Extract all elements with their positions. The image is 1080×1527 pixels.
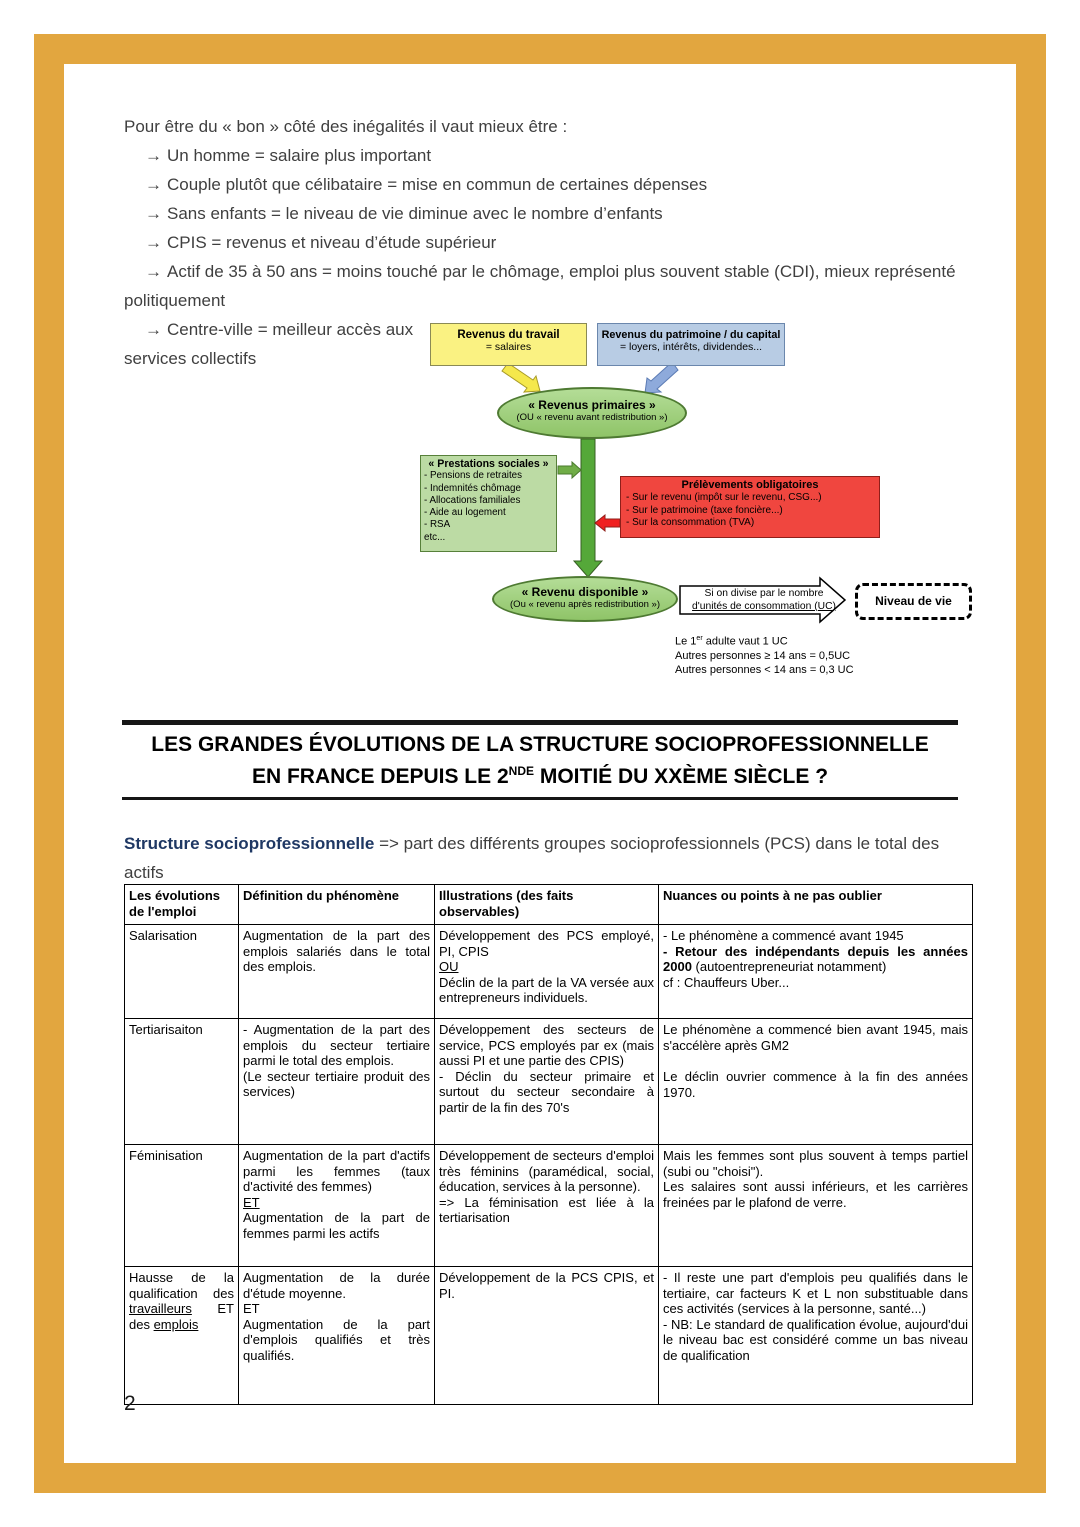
primary-income-ellipse [497,387,687,439]
col-header-evolution: Les évolutions de l'emploi [125,885,239,925]
bullet-text: Sans enfants = le niveau de vie diminue avec le nombre d’enfants [167,204,663,223]
disposable-income-ellipse [492,576,678,622]
bullet-text: Centre-ville = meilleur accès aux services collectifs [124,320,414,368]
cell-paragraph: Développement des PCS employé, PI, CPIS [439,928,654,959]
cell-evolution: Tertiarisaiton [125,1019,239,1145]
cell-nuances [659,1019,973,1145]
living-standard-label: Niveau de vie [875,594,952,608]
cell-definition [239,1019,435,1145]
section-title-line2-sup: NDE [508,764,535,778]
cell-paragraph: - Déclin du secteur primaire et surtout du secteur secondaire à partir de la fin des 70's [439,1068,654,1115]
bullet-item [124,170,960,199]
cell-text: (autoentrepreneuriat notamment) [691,959,887,974]
uc-line-1 [675,632,905,649]
cell-paragraph: (Le secteur tertiaire produit des services) [243,1068,430,1099]
redistribution-flow-arrow-icon [574,439,602,577]
cell-paragraph: => La féminisation est liée à la tertiarisation [439,1194,654,1225]
levy-item: - Sur le patrimoine (taxe foncière...) [626,504,783,516]
underlined-text: travailleurs [129,1301,192,1316]
cell-illustration [435,925,659,1019]
divide-note-line1: Si on divise par le nombre [704,588,824,599]
uc-note [675,632,905,677]
arrow-icon: → [145,233,162,252]
cell-paragraph: Développement des secteurs de service, PCS employés par ex (mais aussi PI et une partie des CPIS) [439,1022,654,1068]
definition-text: => part des différents groupes socioprofessionnels (PCS) dans le total des actifs [124,834,940,882]
arrow-icon: → [145,262,162,281]
social-benefits-title: « Prestations sociales » [428,458,549,470]
work-income-title: Revenus du travail [457,329,560,341]
cell-paragraph: Développement de la PCS CPIS, et PI. [439,1270,654,1301]
redistribution-diagram [300,315,1000,680]
cell-paragraph [243,1195,430,1211]
cell-paragraph: Le phénomène a commencé bien avant 1945, mais s'accélère après GM2 [663,1022,968,1053]
definition-term: Structure socioprofessionnelle [124,834,375,853]
uc-line-1-pre: Le 1 [675,635,697,648]
cell-paragraph: Le déclin ouvrier commence à la fin des années 1970. [663,1069,968,1100]
inequality-lead: Pour être du « bon » côté des inégalités il vaut mieux être : [124,117,568,136]
cell-paragraph: Les salaires sont aussi inférieurs, et les carrières freinées par le plafond de verre. [663,1179,968,1210]
levies-out-arrow-icon [595,515,620,531]
cell-paragraph: Augmentation de la part d'actifs parmi les femmes (taux d'activité des femmes) [243,1148,430,1194]
benefit-item: etc... [424,531,446,543]
section-title [122,732,958,790]
col-header-definition: Définition du phénomène [239,885,435,925]
cell-paragraph: - Il reste une part d'emplois peu qualifiés dans le tertiaire, car facteurs K et L non substituable dans ces activités (services à la personne, santé...) [663,1270,968,1316]
table-row [125,1267,973,1405]
table-header-row [125,885,973,925]
cell-nuances [659,925,973,1019]
cell-illustration [435,1267,659,1405]
cell-illustration [435,1145,659,1267]
section-heading [122,720,958,800]
bullet-item [124,199,960,228]
bullet-item [124,228,960,257]
section-title-line2-post: MOITIÉ DU XXÈME SIÈCLE ? [534,765,829,788]
benefit-item: - Aide au logement [424,507,506,519]
bullet-text: CPIS = revenus et niveau d’étude supérieur [167,233,497,252]
col-header-nuances: Nuances ou points à ne pas oublier [659,885,973,925]
cell-paragraph: ET [243,1301,260,1316]
cell-paragraph: cf : Chauffeurs Uber... [663,974,790,990]
arrow-icon: → [145,175,162,194]
levy-item: - Sur le revenu (impôt sur le revenu, CSG...) [626,491,822,503]
cell-evolution: Salarisation [125,925,239,1019]
uc-line-1-post: adulte vaut 1 UC [702,635,788,648]
section-title-line1: LES GRANDES ÉVOLUTIONS DE LA STRUCTURE SOCIOPROFESSIONNELLE [151,733,929,756]
heading-rule-top [122,720,958,725]
levies-box [620,476,880,538]
cell-evolution: Féminisation [125,1145,239,1267]
cell-paragraph: Déclin de la part de la VA versée aux entrepreneurs individuels. [439,974,654,1005]
underlined-text: OU [439,959,459,974]
levies-title: Prélèvements obligatoires [681,479,819,491]
cell-definition [239,1267,435,1405]
cell-definition [239,1145,435,1267]
work-income-arrow-icon [502,363,540,392]
cell-paragraph: Mais les femmes sont plus souvent à temps partiel (subi ou "choisi"). [663,1148,968,1179]
benefit-item: - RSA [424,519,451,531]
section-title-line2 [122,758,958,790]
work-income-subtitle: = salaires [485,341,532,353]
arrow-icon: → [145,204,162,223]
uc-line-3: Autres personnes < 14 ans = 0,3 UC [675,663,854,676]
arrow-icon: → [145,320,162,339]
social-benefits-box [420,455,557,552]
section-title-line2-pre: EN FRANCE DEPUIS LE 2 [251,765,509,788]
heading-rule-bottom [122,797,958,800]
cell-paragraph: Augmentation de la part de femmes parmi les actifs [243,1210,430,1241]
cell-paragraph: - Le phénomène a commencé avant 1945 [663,928,904,943]
underlined-text: emplois [153,1316,199,1332]
cell-definition: Augmentation de la part des emplois salariés dans le total des emplois. [239,925,435,1019]
capital-income-box [597,323,785,366]
definition-paragraph [124,829,964,887]
primary-income-subtitle: (OU « revenu avant redistribution ») [516,412,668,423]
benefit-item: - Pensions de retraites [424,470,523,482]
evolutions-table-wrap [124,884,972,1405]
cell-paragraph: Développement de secteurs d'emploi très féminins (paramédical, social, éducation, services à la personne). [439,1148,654,1194]
capital-income-subtitle: = loyers, intérêts, dividendes... [619,341,763,353]
cell-nuances [659,1267,973,1405]
bullet-text: Actif de 35 à 50 ans = moins touché par le chômage, emploi plus souvent stable (CDI), mieux représenté politiquement [124,262,956,310]
benefits-in-arrow-icon [558,462,581,478]
cell-evolution [125,1267,239,1405]
bullet-text: Couple plutôt que célibataire = mise en commun de certaines dépenses [167,175,708,194]
underlined-text: ET [243,1194,260,1210]
bullet-item [124,257,960,315]
work-income-box [430,323,587,366]
bullet-text: Un homme = salaire plus important [167,146,432,165]
uc-line-2: Autres personnes ≥ 14 ans = 0,5UC [675,649,851,662]
levy-item: - Sur la consommation (TVA) [626,517,755,529]
cell-paragraph: - Augmentation de la part des emplois du secteur tertiaire parmi le total des emplois. [243,1022,430,1068]
primary-income-title: « Revenus primaires » [528,398,656,412]
cell-paragraph: Augmentation de la part d'emplois qualifiés et très qualifiés. [243,1316,430,1363]
bold-text: - Retour des indépendants depuis les années 2000 [663,943,968,974]
table-row [125,1145,973,1267]
col-header-illustration: Illustrations (des faits observables) [435,885,659,925]
table-row [125,1019,973,1145]
benefit-item: - Allocations familiales [424,494,521,506]
capital-income-title: Revenus du patrimoine / du capital [601,329,781,341]
uc-line-1-sup: er [696,635,703,642]
capital-income-arrow-icon [645,362,678,393]
divide-note-line2: d'unités de consommation (UC) [692,600,836,612]
disposable-income-subtitle: (Ou « revenu après redistribution ») [510,599,660,610]
benefit-item: - Indemnités chômage [424,482,521,494]
cell-paragraph: - NB: Le standard de qualification évolue, aujourd'dui le niveau bac est considéré comme un bas niveau de qualification [663,1316,968,1363]
disposable-income-title: « Revenu disponible » [521,585,649,599]
page-number: 2 [124,1392,136,1415]
divide-note [684,588,844,613]
living-standard-box [855,583,972,620]
arrow-icon: → [145,146,162,165]
cell-paragraph: Augmentation de la durée d'étude moyenne. [243,1270,430,1301]
cell-paragraph [663,944,968,975]
cell-text: ET des [129,1301,234,1332]
bullet-item [124,141,960,170]
evolutions-table [124,884,973,1405]
cell-paragraph [439,959,654,975]
cell-illustration [435,1019,659,1145]
cell-nuances [659,1145,973,1267]
cell-text: Hausse de la qualification des [129,1270,234,1301]
table-row [125,925,973,1019]
